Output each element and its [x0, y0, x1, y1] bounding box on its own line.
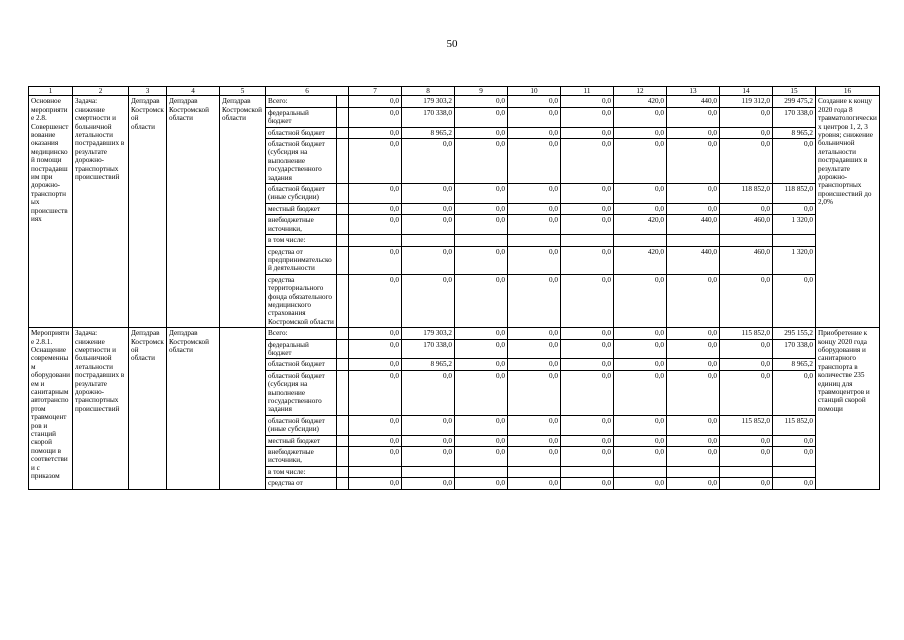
amount-cell: 0,0	[561, 478, 614, 489]
column-number: 7	[349, 87, 402, 96]
amount-cell: 460,0	[720, 246, 773, 274]
amount-cell	[561, 235, 614, 246]
amount-cell: 0,0	[508, 203, 561, 214]
spacer-cell	[337, 415, 349, 435]
amount-cell: 0,0	[508, 107, 561, 127]
amount-cell: 440,0	[667, 246, 720, 274]
amount-cell: 0,0	[614, 339, 667, 359]
amount-cell: 8 965,2	[773, 359, 816, 370]
amount-cell: 0,0	[349, 139, 402, 184]
amount-cell: 0,0	[402, 184, 455, 204]
amount-cell: 0,0	[455, 96, 508, 107]
amount-cell: 0,0	[720, 339, 773, 359]
amount-cell: 0,0	[720, 203, 773, 214]
amount-cell: 0,0	[561, 435, 614, 446]
amount-cell: 0,0	[508, 435, 561, 446]
funding-source-cell: средства территориального фонда обязательного медицинского страхования Костромской области	[266, 274, 337, 327]
amount-cell: 0,0	[402, 435, 455, 446]
amount-cell: 0,0	[667, 447, 720, 467]
amount-cell: 0,0	[349, 359, 402, 370]
column-number: 2	[73, 87, 129, 96]
amount-cell: 440,0	[667, 215, 720, 235]
amount-cell	[773, 466, 816, 477]
amount-cell	[455, 235, 508, 246]
amount-cell: 0,0	[402, 139, 455, 184]
column-number: 1	[29, 87, 73, 96]
funding-source-cell: областной бюджет (субсидия на выполнение государственного задания	[266, 139, 337, 184]
amount-cell: 295 155,2	[773, 328, 816, 339]
column-number: 9	[455, 87, 508, 96]
amount-cell: 0,0	[455, 203, 508, 214]
column-number: 11	[561, 87, 614, 96]
amount-cell	[455, 466, 508, 477]
amount-cell: 0,0	[614, 107, 667, 127]
amount-cell: 0,0	[561, 339, 614, 359]
measure-name-cell: Основное мероприятие 2.8. Совершенствование оказания медицинской помощи пострадавшим при дорожно-транспортных происшествиях	[29, 96, 73, 328]
amount-cell: 0,0	[455, 184, 508, 204]
amount-cell: 119 312,0	[720, 96, 773, 107]
funding-source-cell: в том числе:	[266, 235, 337, 246]
amount-cell: 0,0	[667, 328, 720, 339]
amount-cell: 0,0	[402, 370, 455, 415]
coexecutor-cell: Депздрав Костромской области	[220, 96, 266, 328]
amount-cell: 0,0	[561, 203, 614, 214]
spacer-cell	[337, 328, 349, 339]
amount-cell: 0,0	[455, 139, 508, 184]
coexecutor-cell	[220, 328, 266, 490]
amount-cell: 0,0	[508, 359, 561, 370]
amount-cell: 0,0	[614, 359, 667, 370]
amount-cell: 0,0	[614, 328, 667, 339]
amount-cell	[614, 235, 667, 246]
amount-cell: 0,0	[720, 435, 773, 446]
amount-cell: 0,0	[402, 215, 455, 235]
amount-cell: 115 852,0	[720, 328, 773, 339]
amount-cell	[614, 466, 667, 477]
funding-source-cell: внебюджетные источники,	[266, 215, 337, 235]
amount-cell: 0,0	[508, 415, 561, 435]
amount-cell: 118 852,0	[720, 184, 773, 204]
spacer-cell	[337, 107, 349, 127]
amount-cell: 0,0	[508, 139, 561, 184]
funding-source-cell: в том числе:	[266, 466, 337, 477]
spacer-cell	[337, 370, 349, 415]
budget-table	[28, 86, 880, 490]
amount-cell: 0,0	[720, 127, 773, 138]
amount-cell: 0,0	[667, 203, 720, 214]
amount-cell: 0,0	[667, 127, 720, 138]
executor-cell: Депздрав Костромской области	[129, 96, 167, 328]
column-number-row	[29, 87, 880, 96]
amount-cell: 0,0	[349, 370, 402, 415]
amount-cell: 0,0	[349, 435, 402, 446]
amount-cell: 170 338,0	[773, 339, 816, 359]
amount-cell: 0,0	[614, 127, 667, 138]
amount-cell: 8 965,2	[402, 359, 455, 370]
amount-cell: 170 338,0	[402, 339, 455, 359]
amount-cell	[349, 235, 402, 246]
column-number: 16	[816, 87, 880, 96]
amount-cell: 0,0	[720, 274, 773, 327]
amount-cell: 0,0	[508, 127, 561, 138]
amount-cell: 0,0	[402, 447, 455, 467]
amount-cell: 0,0	[561, 139, 614, 184]
amount-cell: 0,0	[349, 478, 402, 489]
spacer-cell	[337, 203, 349, 214]
amount-cell: 0,0	[667, 359, 720, 370]
amount-cell: 0,0	[720, 139, 773, 184]
page-number: 50	[446, 38, 458, 50]
executor-cell: Депздрав Костромской области	[129, 328, 167, 490]
amount-cell: 0,0	[561, 370, 614, 415]
amount-cell: 0,0	[455, 274, 508, 327]
amount-cell: 0,0	[402, 478, 455, 489]
column-number: 13	[667, 87, 720, 96]
amount-cell: 0,0	[561, 274, 614, 327]
amount-cell: 0,0	[773, 370, 816, 415]
amount-cell: 0,0	[667, 339, 720, 359]
amount-cell	[508, 466, 561, 477]
amount-cell: 170 338,0	[773, 107, 816, 127]
expected-result-cell: Создание к концу 2020 года 8 травматологических центров 1, 2, 3 уровня; снижение больничной летальности пострадавших в результате дорожно-транспортных происшествий до 2,0%	[816, 96, 880, 328]
spacer-cell	[337, 235, 349, 246]
amount-cell: 0,0	[561, 107, 614, 127]
amount-cell: 0,0	[773, 447, 816, 467]
amount-cell: 0,0	[402, 203, 455, 214]
spacer-cell	[337, 246, 349, 274]
task-cell: Задача: снижение смертности и больничной летальности пострадавших в результате дорожно-транспортных происшествий	[73, 96, 129, 328]
amount-cell: 420,0	[614, 96, 667, 107]
amount-cell: 0,0	[349, 415, 402, 435]
amount-cell: 0,0	[561, 415, 614, 435]
spacer-cell	[337, 274, 349, 327]
funding-source-cell: областной бюджет (иные субсидии)	[266, 184, 337, 204]
amount-cell: 1 320,0	[773, 246, 816, 274]
amount-cell: 0,0	[561, 447, 614, 467]
funding-source-cell: средства от предпринимательской деятельности	[266, 246, 337, 274]
amount-cell: 0,0	[561, 127, 614, 138]
spacer-cell	[337, 139, 349, 184]
column-number: 8	[402, 87, 455, 96]
amount-cell: 0,0	[349, 184, 402, 204]
amount-cell	[561, 466, 614, 477]
amount-cell: 0,0	[455, 370, 508, 415]
spacer-cell	[337, 478, 349, 489]
amount-cell: 0,0	[455, 415, 508, 435]
amount-cell: 0,0	[614, 370, 667, 415]
amount-cell	[508, 235, 561, 246]
amount-cell	[667, 466, 720, 477]
spacer-cell	[337, 96, 349, 107]
amount-cell: 0,0	[508, 447, 561, 467]
amount-cell: 0,0	[614, 447, 667, 467]
amount-cell: 170 338,0	[402, 107, 455, 127]
amount-cell: 0,0	[561, 184, 614, 204]
amount-cell: 0,0	[614, 139, 667, 184]
amount-cell	[773, 235, 816, 246]
amount-cell: 0,0	[561, 359, 614, 370]
amount-cell: 0,0	[667, 274, 720, 327]
amount-cell: 0,0	[614, 184, 667, 204]
column-number: 3	[129, 87, 167, 96]
table-row	[29, 328, 880, 339]
funding-source-cell: Всего:	[266, 96, 337, 107]
amount-cell: 0,0	[773, 203, 816, 214]
amount-cell: 0,0	[402, 246, 455, 274]
amount-cell: 0,0	[455, 447, 508, 467]
column-number: 10	[508, 87, 561, 96]
amount-cell: 0,0	[455, 127, 508, 138]
spacer-cell	[337, 359, 349, 370]
amount-cell: 0,0	[720, 370, 773, 415]
amount-cell	[720, 466, 773, 477]
amount-cell: 0,0	[508, 184, 561, 204]
amount-cell: 0,0	[614, 478, 667, 489]
amount-cell: 0,0	[455, 435, 508, 446]
amount-cell: 420,0	[614, 246, 667, 274]
amount-cell: 0,0	[455, 328, 508, 339]
amount-cell: 0,0	[667, 415, 720, 435]
amount-cell: 0,0	[773, 435, 816, 446]
amount-cell: 1 320,0	[773, 215, 816, 235]
amount-cell: 0,0	[561, 215, 614, 235]
amount-cell: 0,0	[349, 339, 402, 359]
spacer-cell	[337, 127, 349, 138]
amount-cell: 0,0	[614, 203, 667, 214]
funding-source-cell: областной бюджет (субсидия на выполнение государственного задания	[266, 370, 337, 415]
amount-cell: 0,0	[455, 339, 508, 359]
funding-source-cell: федеральный бюджет	[266, 339, 337, 359]
amount-cell: 0,0	[508, 215, 561, 235]
amount-cell: 0,0	[349, 328, 402, 339]
amount-cell: 0,0	[561, 246, 614, 274]
column-number: 4	[167, 87, 220, 96]
customer-cell: Депздрав Костромской области	[167, 96, 220, 328]
funding-source-cell: областной бюджет	[266, 359, 337, 370]
amount-cell: 0,0	[402, 415, 455, 435]
table-body	[29, 87, 880, 490]
amount-cell: 8 965,2	[402, 127, 455, 138]
spacer-cell	[337, 184, 349, 204]
amount-cell: 0,0	[667, 139, 720, 184]
amount-cell: 0,0	[455, 107, 508, 127]
amount-cell: 0,0	[349, 246, 402, 274]
column-number: 15	[773, 87, 816, 96]
amount-cell: 0,0	[349, 203, 402, 214]
amount-cell: 299 475,2	[773, 96, 816, 107]
amount-cell: 0,0	[720, 447, 773, 467]
task-cell: Задача: снижение смертности и больничной летальности пострадавших в результате дорожно-транспортных происшествий	[73, 328, 129, 490]
funding-source-cell: внебюджетные источники,	[266, 447, 337, 467]
funding-source-cell: Всего:	[266, 328, 337, 339]
spacer-cell	[337, 447, 349, 467]
amount-cell: 8 965,2	[773, 127, 816, 138]
amount-cell: 0,0	[561, 328, 614, 339]
column-number: 14	[720, 87, 773, 96]
amount-cell: 0,0	[667, 184, 720, 204]
amount-cell: 0,0	[349, 274, 402, 327]
amount-cell	[349, 466, 402, 477]
amount-cell: 0,0	[349, 447, 402, 467]
amount-cell: 0,0	[667, 107, 720, 127]
amount-cell: 0,0	[402, 274, 455, 327]
spacer-cell	[337, 215, 349, 235]
spacer-cell	[337, 466, 349, 477]
amount-cell: 0,0	[667, 370, 720, 415]
funding-source-cell: федеральный бюджет	[266, 107, 337, 127]
expected-result-cell: Приобретение к концу 2020 года оборудования и санитарного транспорта в количестве 235 единиц для травмоцентров и станций скорой помощи	[816, 328, 880, 490]
amount-cell: 0,0	[773, 139, 816, 184]
amount-cell: 0,0	[773, 478, 816, 489]
amount-cell	[402, 235, 455, 246]
amount-cell: 0,0	[508, 339, 561, 359]
funding-source-cell: областной бюджет	[266, 127, 337, 138]
amount-cell	[667, 235, 720, 246]
column-number: 12	[614, 87, 667, 96]
amount-cell: 179 303,2	[402, 96, 455, 107]
amount-cell: 0,0	[455, 246, 508, 274]
amount-cell: 0,0	[720, 478, 773, 489]
measure-name-cell: Мероприятие 2.8.1. Оснащение современным оборудованием и санитарным автотранспортом травмоцентров и станций скорой помощи в соответствии с приказом	[29, 328, 73, 490]
funding-source-cell: областной бюджет (иные субсидии)	[266, 415, 337, 435]
amount-cell: 115 852,0	[773, 415, 816, 435]
funding-source-cell: средства от	[266, 478, 337, 489]
amount-cell: 0,0	[455, 478, 508, 489]
amount-cell: 0,0	[614, 415, 667, 435]
amount-cell: 440,0	[667, 96, 720, 107]
amount-cell: 0,0	[614, 274, 667, 327]
amount-cell: 0,0	[349, 127, 402, 138]
customer-cell: Депздрав Костромской области	[167, 328, 220, 490]
amount-cell: 0,0	[720, 359, 773, 370]
amount-cell: 0,0	[508, 370, 561, 415]
amount-cell: 0,0	[508, 246, 561, 274]
amount-cell: 0,0	[349, 107, 402, 127]
amount-cell: 0,0	[455, 215, 508, 235]
amount-cell: 0,0	[349, 215, 402, 235]
amount-cell: 0,0	[508, 478, 561, 489]
amount-cell: 0,0	[508, 96, 561, 107]
amount-cell: 0,0	[614, 435, 667, 446]
amount-cell	[720, 235, 773, 246]
funding-source-cell: местный бюджет	[266, 435, 337, 446]
amount-cell: 420,0	[614, 215, 667, 235]
amount-cell: 118 852,0	[773, 184, 816, 204]
amount-cell: 0,0	[508, 274, 561, 327]
table-row	[29, 96, 880, 107]
amount-cell: 0,0	[561, 96, 614, 107]
amount-cell: 0,0	[508, 328, 561, 339]
amount-cell: 0,0	[667, 435, 720, 446]
amount-cell: 115 852,0	[720, 415, 773, 435]
amount-cell: 179 303,2	[402, 328, 455, 339]
column-number: 5	[220, 87, 266, 96]
column-number: 6	[266, 87, 349, 96]
spacer-cell	[337, 339, 349, 359]
amount-cell: 460,0	[720, 215, 773, 235]
amount-cell: 0,0	[773, 274, 816, 327]
amount-cell	[402, 466, 455, 477]
amount-cell: 0,0	[720, 107, 773, 127]
amount-cell: 0,0	[455, 359, 508, 370]
amount-cell: 0,0	[349, 96, 402, 107]
spacer-cell	[337, 435, 349, 446]
funding-source-cell: местный бюджет	[266, 203, 337, 214]
amount-cell: 0,0	[667, 478, 720, 489]
